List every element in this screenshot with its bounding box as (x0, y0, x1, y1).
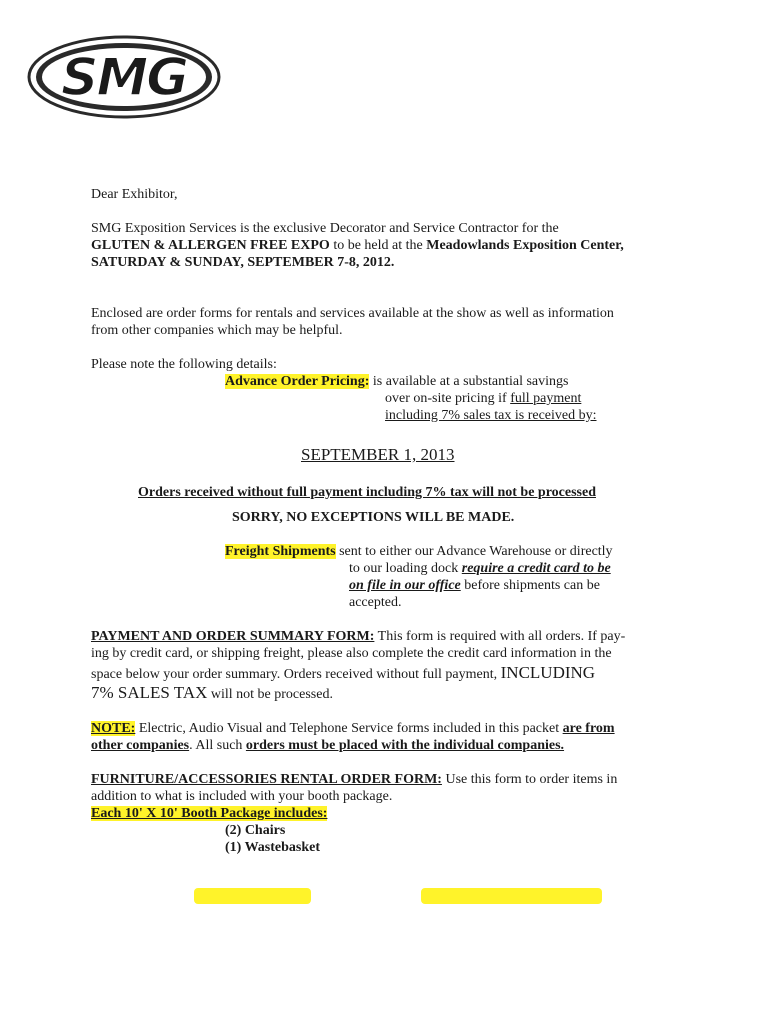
other-companies-text: other companies (91, 738, 190, 753)
advance-text-3: including 7% sales tax is received by: (385, 408, 597, 423)
deadline-date (301, 445, 455, 465)
note-text-2: . All such (189, 738, 246, 753)
payment-heading: PAYMENT AND ORDER SUMMARY FORM: (91, 629, 375, 644)
payment-text-3: space below your order summary. Orders received without full payment, (91, 667, 501, 682)
advance-line-3 (385, 407, 597, 424)
freight-line-1 (225, 543, 613, 560)
full-payment-text: full payment (510, 391, 582, 406)
note-line-2 (91, 737, 564, 754)
freight-line-3 (349, 577, 600, 594)
booth-package-line (91, 805, 327, 822)
payment-text-1: This form is required with all orders. If pay- (374, 629, 626, 644)
enclosed-line-2: from other companies which may be helpful. (91, 323, 343, 338)
booth-item-chairs: (2) Chairs (225, 823, 286, 838)
furniture-text-1: Use this form to order items in (441, 772, 618, 787)
enclosed-line-1: Enclosed are order forms for rentals and services available at the show as well as information (91, 306, 614, 321)
event-dates-text: SATURDAY & SUNDAY, SEPTEMBER 7-8, 2012. (91, 255, 395, 270)
no-exceptions-text: SORRY, NO EXCEPTIONS WILL BE MADE. (232, 510, 515, 525)
smg-logo (26, 34, 222, 120)
event-dates (91, 254, 394, 271)
booth-item-wastebasket: (1) Wastebasket (225, 840, 321, 855)
furniture-line-1 (91, 771, 617, 788)
note-text-1: Electric, Audio Visual and Telephone Service forms included in this packet (135, 721, 563, 736)
booth-package-label: Each 10' X 10' Booth Package includes: (91, 806, 328, 821)
furniture-line-2: addition to what is included with your booth package. (91, 789, 393, 804)
warning-text: Orders received without full payment including 7% tax will not be processed (138, 485, 596, 500)
advance-line-1 (225, 373, 568, 390)
booth-item (225, 822, 285, 839)
highlight-field-left[interactable] (194, 888, 311, 904)
freight-line-2 (349, 560, 611, 577)
advance-text-2: over on-site pricing if (385, 391, 511, 406)
freight-label: Freight Shipments (225, 544, 336, 559)
held-at-text: to be held at the (329, 238, 427, 253)
freight-text-3: before shipments can be (460, 578, 600, 593)
deadline-date-text: SEPTEMBER 1, 2013 (301, 445, 455, 464)
logo-text: SMG (61, 48, 187, 108)
no-exceptions-line (232, 509, 514, 526)
venue-name: Meadowlands Exposition Center, (426, 238, 624, 253)
highlight-field-right[interactable] (421, 888, 602, 904)
payment-end-text: will not be processed. (207, 687, 333, 702)
payment-line-4 (91, 684, 333, 703)
furniture-heading: FURNITURE/ACCESSORIES RENTAL ORDER FORM: (91, 772, 442, 787)
freight-text-2: to our loading dock (349, 561, 462, 576)
advance-text-1: is available at a substantial savings (369, 374, 569, 389)
credit-card-text-1: require a credit card to be (461, 561, 611, 576)
warning-line (138, 484, 596, 501)
including-text: INCLUDING (500, 663, 596, 682)
are-from-text: are from (562, 721, 615, 736)
must-be-placed-text: orders must be placed with the individual companies. (245, 738, 565, 753)
sales-tax-text: 7% SALES TAX (91, 683, 208, 702)
advance-order-label: Advance Order Pricing: (225, 374, 370, 389)
booth-item (225, 839, 320, 856)
intro-line-1: SMG Exposition Services is the exclusive Decorator and Service Contractor for the (91, 221, 559, 236)
payment-line-3 (91, 664, 595, 683)
freight-text-1: sent to either our Advance Warehouse or directly (335, 544, 613, 559)
intro-line-2 (91, 237, 624, 254)
payment-line-1 (91, 628, 625, 645)
note-line-1 (91, 720, 615, 737)
advance-line-2 (385, 390, 581, 407)
note-label: NOTE: (91, 721, 136, 736)
credit-card-text-2: on file in our office (349, 578, 461, 593)
payment-line-2: ing by credit card, or shipping freight, please also complete the credit card information in the (91, 646, 612, 661)
salutation: Dear Exhibitor, (91, 187, 178, 202)
freight-line-4: accepted. (349, 595, 402, 610)
details-intro: Please note the following details: (91, 357, 277, 372)
expo-name: GLUTEN & ALLERGEN FREE EXPO (91, 238, 330, 253)
